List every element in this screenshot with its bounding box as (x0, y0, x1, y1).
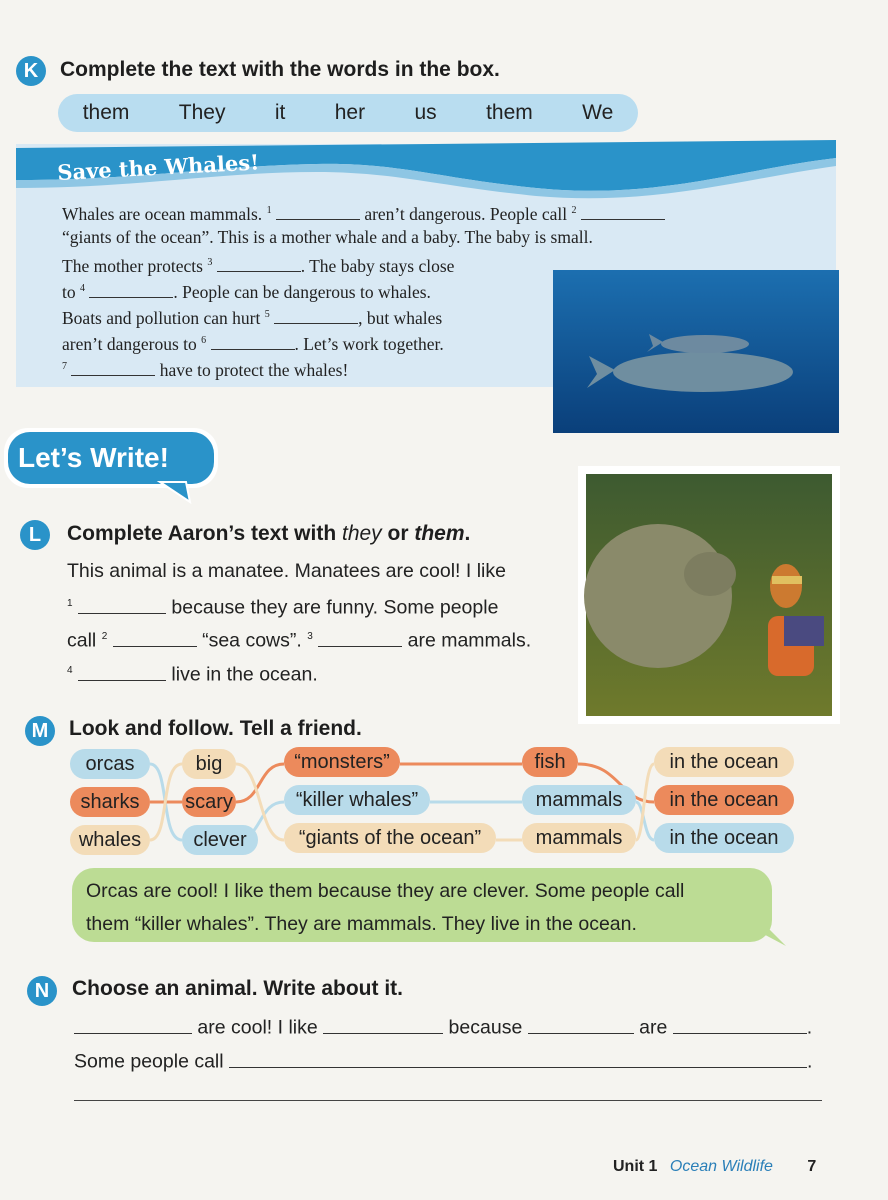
answer-blank[interactable] (229, 1047, 807, 1068)
answer-blank[interactable] (528, 1013, 634, 1034)
answer-blank[interactable] (113, 626, 197, 647)
chip-adjective[interactable]: big (182, 749, 236, 779)
chip-animal[interactable]: sharks (70, 787, 150, 817)
lets-write-label: Let’s Write! (18, 442, 169, 473)
manatee-text-line: This animal is a manatee. Manatees are cool! I like (67, 560, 506, 582)
chip-adjective[interactable]: scary (182, 787, 236, 817)
chip-class[interactable]: mammals (522, 823, 636, 853)
writing-line: are cool! I like because are . (74, 1013, 812, 1040)
whale-text-line: Boats and pollution can hurt $^5$ , but whales (62, 302, 442, 331)
word-box-item: them (82, 101, 130, 124)
footer-title: Ocean Wildlife (669, 1158, 773, 1175)
word-box-item: us (414, 101, 437, 124)
chip-habitat[interactable]: in the ocean (654, 823, 794, 853)
exercise-k-badge: K (16, 56, 46, 86)
exercise-k-header (16, 56, 46, 86)
manatee-text-line: $^4$ live in the ocean. (67, 660, 318, 687)
chip-class[interactable]: fish (522, 747, 578, 777)
exercise-l-badge: L (20, 520, 50, 550)
chip-habitat[interactable]: in the ocean (654, 785, 794, 815)
word-box-item: her (334, 101, 366, 124)
word-box (58, 94, 638, 132)
exercise-n-badge: N (27, 976, 57, 1006)
answer-blank[interactable] (78, 660, 166, 681)
whale-photo (553, 270, 839, 433)
exercise-n-instruction: Choose an animal. Write about it. (72, 977, 403, 1000)
answer-blank[interactable] (211, 331, 295, 350)
word-box-item: We (582, 101, 614, 124)
footer-unit: Unit 1 (613, 1158, 658, 1175)
answer-blank[interactable] (323, 1013, 443, 1034)
answer-blank[interactable] (318, 626, 402, 647)
answer-blank[interactable] (71, 357, 155, 376)
answer-line[interactable] (74, 1100, 822, 1101)
chip-class[interactable]: mammals (522, 785, 636, 815)
exercise-k-instruction: Complete the text with the words in the box. (60, 58, 500, 81)
whale-text-line: $^7$ have to protect the whales! (62, 354, 348, 383)
word-box-item: them (486, 101, 533, 124)
word-box-item: They (178, 101, 226, 124)
answer-blank[interactable] (78, 593, 166, 614)
chip-adjective[interactable]: clever (182, 825, 258, 855)
manatee-text-line: call $^2$ “sea cows”. $^3$ are mammals. (67, 626, 531, 653)
chip-nickname[interactable]: “killer whales” (284, 785, 430, 815)
answer-blank[interactable] (217, 253, 301, 272)
manatee-text-line: $^1$ because they are funny. Some people (67, 593, 498, 620)
answer-blank[interactable] (274, 305, 358, 324)
answer-blank[interactable] (673, 1013, 807, 1034)
whale-text-line: aren’t dangerous to $^6$ . Let’s work together. (62, 328, 444, 357)
answer-blank[interactable] (581, 201, 665, 220)
page-number: 7 (807, 1158, 817, 1175)
answer-blank[interactable] (276, 201, 360, 220)
speech-tail (752, 928, 786, 948)
whale-text-line: to $^4$ . People can be dangerous to whales. (62, 276, 431, 305)
exercise-m-instruction: Look and follow. Tell a friend. (69, 717, 362, 740)
chip-animal[interactable]: orcas (70, 749, 150, 779)
manatee-photo (578, 466, 840, 724)
chip-habitat[interactable]: in the ocean (654, 747, 794, 777)
whale-text-line: The mother protects $^3$ . The baby stays close (62, 250, 454, 279)
writing-line: Some people call . (74, 1047, 812, 1074)
chip-animal[interactable]: whales (70, 825, 150, 855)
word-box-item: it (274, 101, 286, 124)
chip-nickname[interactable]: “giants of the ocean” (284, 823, 496, 853)
example-text-line: Orcas are cool! I like them because they are clever. Some people call (86, 880, 685, 902)
answer-blank[interactable] (74, 1013, 192, 1034)
exercise-l-instruction: Complete Aaron’s text with they or them. (67, 522, 471, 545)
whale-text-line: “giants of the ocean”. This is a mother whale and a baby. The baby is small. (62, 227, 593, 247)
exercise-m-badge: M (25, 716, 55, 746)
whale-text-line: Whales are ocean mammals. $^1$ aren’t dangerous. People call $^2$ (62, 198, 665, 227)
answer-blank[interactable] (89, 279, 173, 298)
example-text-line: them “killer whales”. They are mammals. They live in the ocean. (86, 913, 637, 935)
chip-nickname[interactable]: “monsters” (284, 747, 400, 777)
page-footer (613, 1158, 816, 1176)
save-whales-title: Save the Whales! (56, 149, 260, 185)
